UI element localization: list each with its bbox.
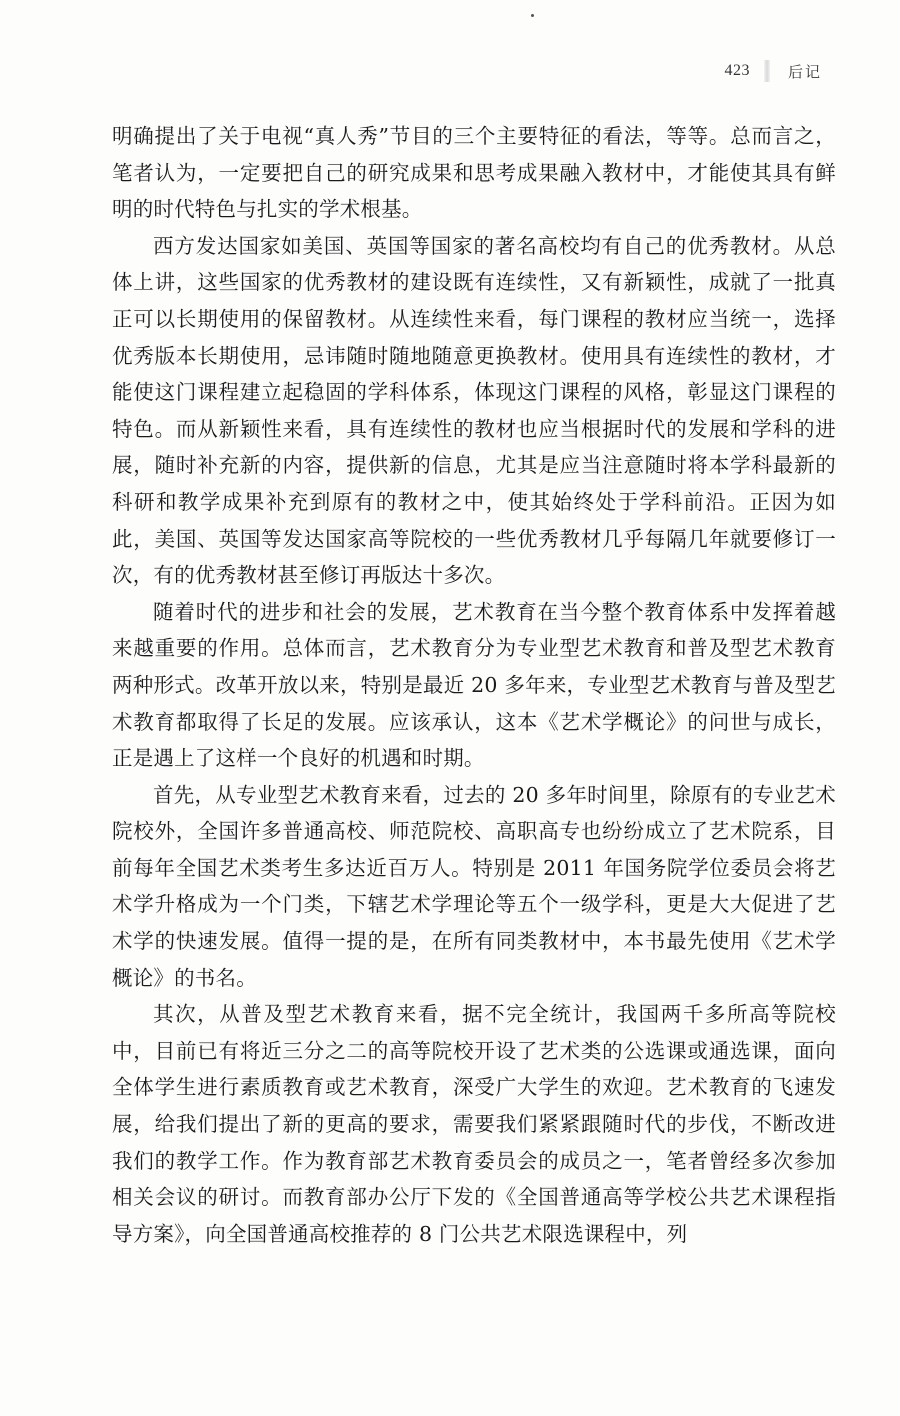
paragraph: 西方发达国家如美国、英国等国家的著名高校均有自己的优秀教材。从总体上讲，这些国家的优秀教材的建设既有连续性，又有新颖性，成就了一批真正可以长期使用的保留教材。从连续性来看，每门课程的教材应当统一，选择优秀版本长期使用，忌讳随时随地随意更换教材。使用具有连续性的教材，才能使这门课程建立起稳固的学科体系，体现这门课程的风格，彰显这门课程的特色。而从新颖性来看，具有连续性的教材也应当根据时代的发展和学科的进展，随时补充新的内容，提供新的信息，尤其是应当注意随时将本学科最新的科研和教学成果补充到原有的教材之中，使其始终处于学科前沿。正因为如此，美国、英国等发达国家高等院校的一些优秀教材几乎每隔几年就要修订一次，有的优秀教材甚至修订再版达十多次。	[112, 233, 836, 588]
running-header	[724, 60, 822, 82]
body-text	[112, 118, 836, 1252]
scan-speck	[531, 14, 534, 17]
paragraph: 其次，从普及型艺术教育来看，据不完全统计，我国两千多所高等院校中，目前已有将近三分之二的高等院校开设了艺术类的公选课或通选课，面向全体学生进行素质教育或艺术教育，深受广大学生的欢迎。艺术教育的飞速发展，给我们提出了新的更高的要求，需要我们紧紧跟随时代的步伐，不断改进我们的教学工作。作为教育部艺术教育委员会的成员之一，笔者曾经多次参加相关会议的研讨。而教育部办公厅下发的《全国普通高等学校公共艺术课程指导方案》，向全国普通高校推荐的 8 门公共艺术限选课程中，列	[112, 1002, 836, 1246]
paragraph: 首先，从专业型艺术教育来看，过去的 20 多年时间里，除原有的专业艺术院校外，全国许多普通高校、师范院校、高职高专也纷纷成立了艺术院系，目前每年全国艺术类考生多达近百万人。特别是 2011 年国务院学位委员会将艺术学升格成为一个门类，下辖艺术学理论等五个一级学科，更是大大促进了艺术学的快速发展。值得一提的是，在所有同类教材中，本书最先使用《艺术学概论》的书名。	[112, 782, 836, 990]
header-divider	[764, 60, 770, 82]
paragraph: 明确提出了关于电视“真人秀”节目的三个主要特征的看法，等等。总而言之，笔者认为，一定要把自己的研究成果和思考成果融入教材中，才能使其具有鲜明的时代特色与扎实的学术根基。	[112, 124, 836, 222]
paragraph: 随着时代的进步和社会的发展，艺术教育在当今整个教育体系中发挥着越来越重要的作用。总体而言，艺术教育分为专业型艺术教育和普及型艺术教育两种形式。改革开放以来，特别是最近 20 多年来，专业型艺术教育与普及型艺术教育都取得了长足的发展。应该承认，这本《艺术学概论》的问世与成长，正是遇上了这样一个良好的机遇和时期。	[112, 599, 836, 771]
running-title: 后记	[787, 62, 822, 81]
page-number: 423	[724, 62, 750, 79]
